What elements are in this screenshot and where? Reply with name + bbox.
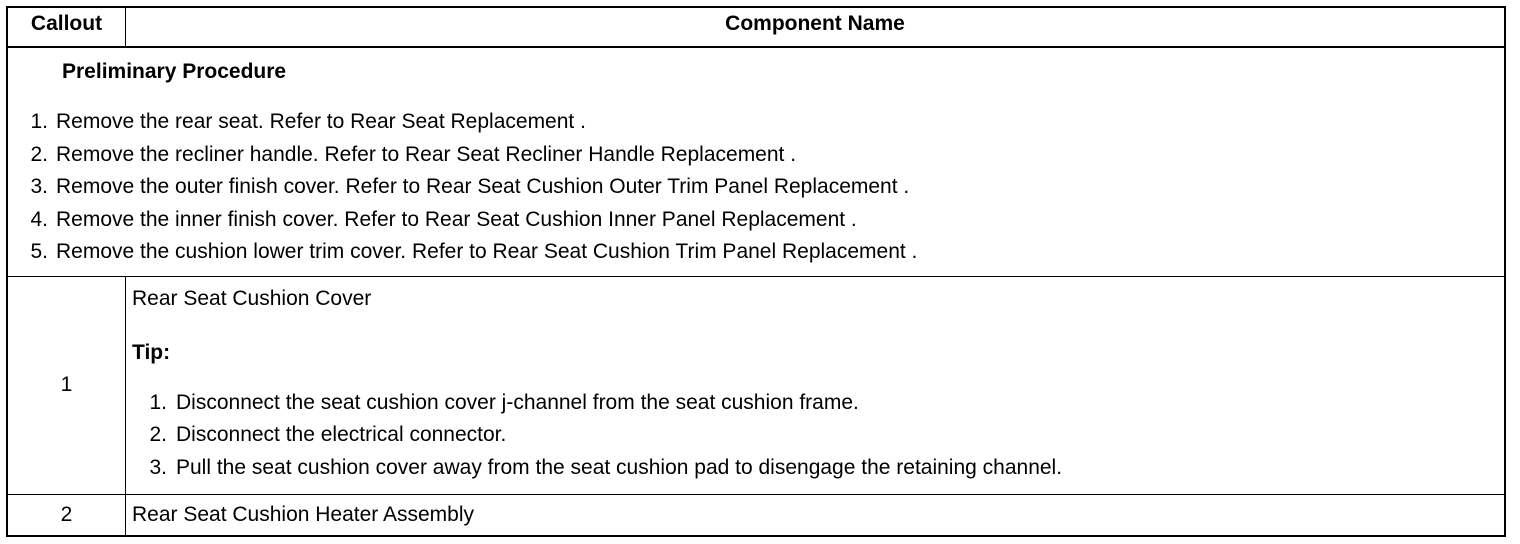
table-header-row bbox=[8, 8, 1504, 47]
step-text: Remove the inner finish cover. Refer to Rear Seat Cushion Inner Panel Replacement . bbox=[56, 207, 857, 231]
list-item bbox=[132, 452, 1504, 485]
procedure-table bbox=[8, 8, 1504, 535]
step-number: 5. bbox=[30, 240, 48, 263]
table-row bbox=[8, 276, 1504, 494]
list-item bbox=[132, 419, 1504, 452]
step-number: 2. bbox=[30, 142, 48, 166]
list-item bbox=[8, 171, 1504, 204]
callout-cell: 1 bbox=[8, 276, 126, 494]
step-text: Disconnect the electrical connector. bbox=[176, 423, 507, 446]
tip-steps bbox=[132, 387, 1504, 485]
preliminary-steps bbox=[8, 106, 1504, 269]
list-item bbox=[8, 204, 1504, 237]
step-number: 3. bbox=[149, 455, 167, 479]
tip-label: Tip: bbox=[132, 340, 171, 364]
list-item bbox=[132, 387, 1504, 420]
list-item bbox=[8, 139, 1504, 172]
preliminary-title: Preliminary Procedure bbox=[62, 60, 287, 83]
component-cell bbox=[126, 276, 1505, 494]
step-number: 3. bbox=[30, 175, 48, 198]
step-text: Remove the rear seat. Refer to Rear Seat Replacement . bbox=[56, 110, 586, 133]
callout-header: Callout bbox=[8, 8, 126, 47]
table-row bbox=[8, 494, 1504, 535]
step-text: Remove the recliner handle. Refer to Rear Seat Recliner Handle Replacement . bbox=[56, 142, 797, 166]
step-text: Disconnect the seat cushion cover j-channel from the seat cushion frame. bbox=[176, 390, 859, 414]
step-text: Remove the outer finish cover. Refer to Rear Seat Cushion Outer Trim Panel Replacement . bbox=[56, 175, 910, 198]
callout-cell: 2 bbox=[8, 494, 126, 535]
preliminary-row bbox=[8, 47, 1504, 276]
procedure-table-frame bbox=[6, 6, 1506, 537]
step-text: Remove the cushion lower trim cover. Refer to Rear Seat Cushion Trim Panel Replacement . bbox=[56, 240, 918, 263]
step-number: 1. bbox=[149, 390, 167, 414]
step-number: 1. bbox=[30, 110, 48, 133]
step-number: 2. bbox=[149, 423, 167, 446]
preliminary-cell bbox=[8, 47, 1504, 276]
list-item bbox=[8, 236, 1504, 269]
list-item bbox=[8, 106, 1504, 139]
component-name: Rear Seat Cushion Heater Assembly bbox=[126, 494, 1505, 535]
step-number: 4. bbox=[30, 207, 48, 231]
component-name: Rear Seat Cushion Cover bbox=[132, 286, 372, 310]
step-text: Pull the seat cushion cover away from the seat cushion pad to disengage the retaining channel. bbox=[176, 455, 1063, 479]
component-name-header: Component Name bbox=[126, 8, 1505, 47]
